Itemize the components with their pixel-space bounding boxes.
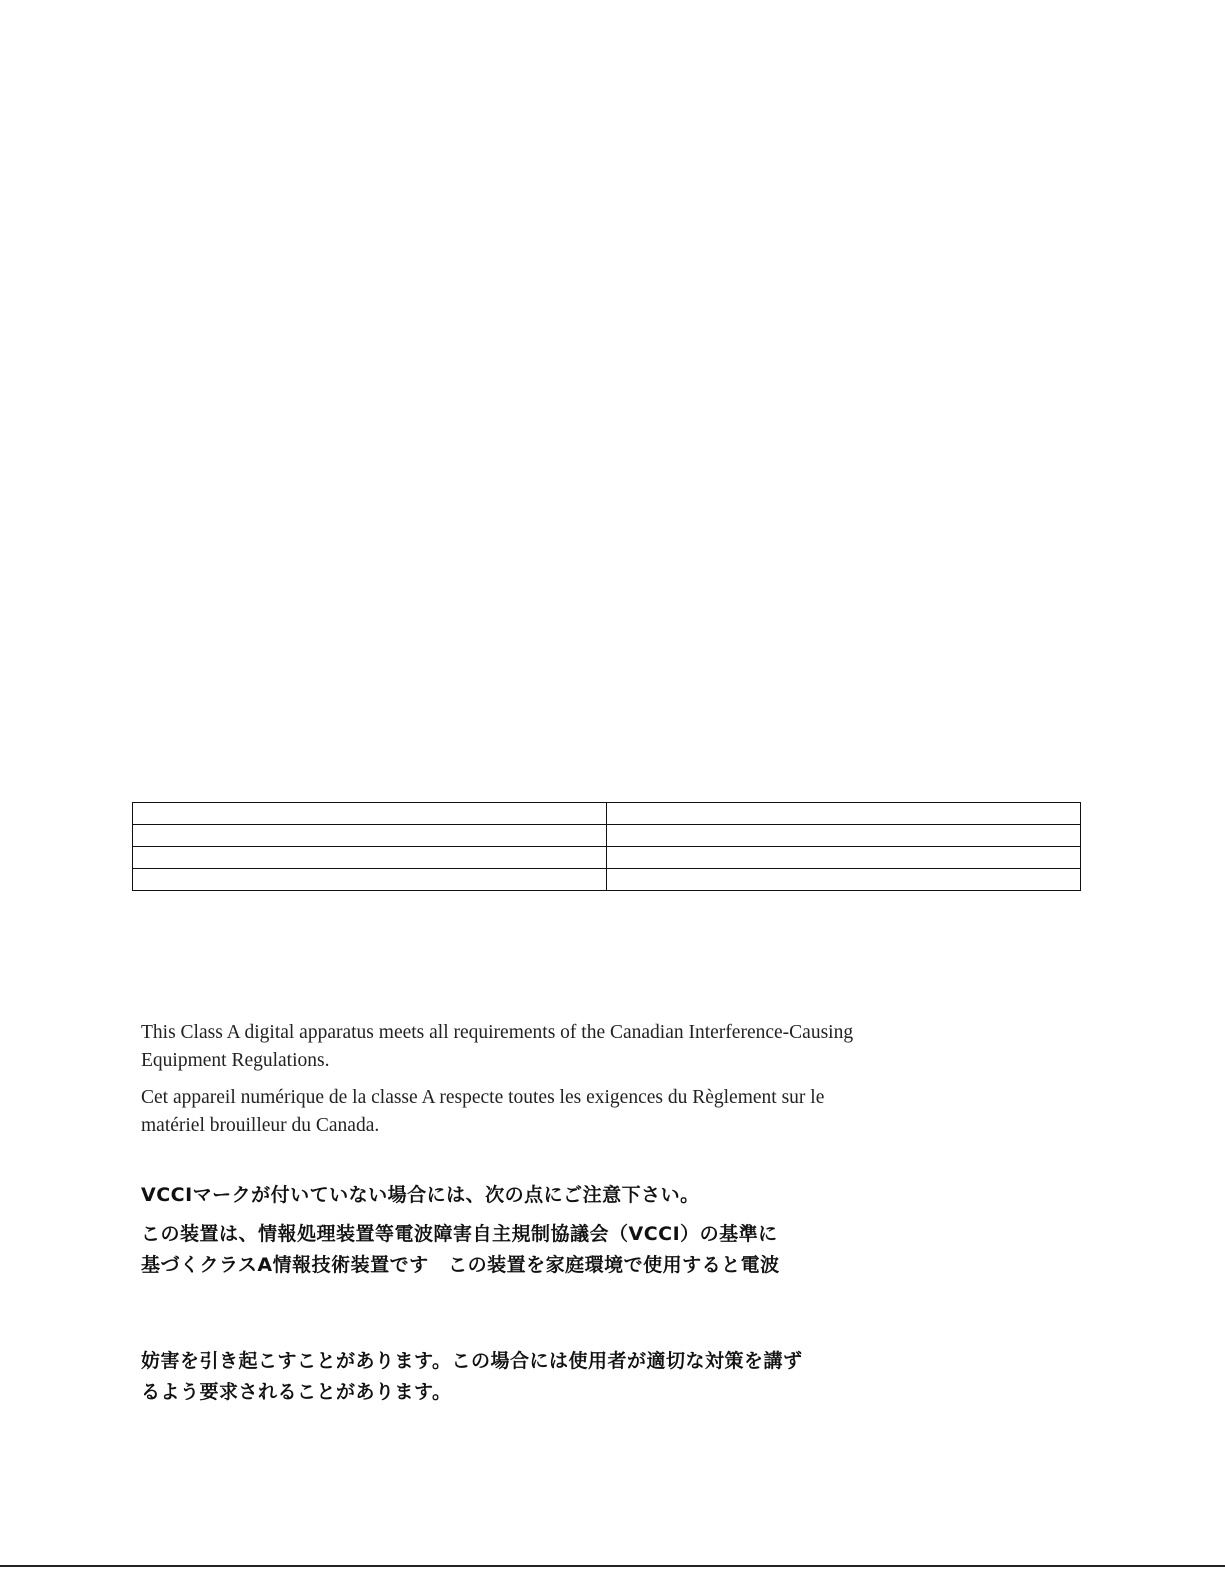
canada-english-line-1: This Class A digital apparatus meets all requirements of the Canadian Interference-Causing [141,1022,854,1043]
table-cell [607,803,1081,825]
table-row [133,847,1081,869]
table-row [133,869,1081,891]
table-row [133,803,1081,825]
canada-french-line-2: matériel brouilleur du Canada. [141,1115,380,1136]
vcci-line-1: この装置は、情報処理装置等電波障害自主規制協議会（VCCI）の基準に [141,1223,778,1245]
table-cell [133,847,607,869]
table-cell [607,847,1081,869]
table-cell [133,869,607,891]
canada-english-line-2: Equipment Regulations. [141,1050,330,1071]
vcci-line-3: 妨害を引き起こすことがあります。この場合には使用者が適切な対策を講ず [141,1350,803,1372]
table-cell [607,825,1081,847]
table-cell [607,869,1081,891]
empty-grid-table [132,802,1081,891]
table-cell [133,825,607,847]
canada-french-line-1: Cet appareil numérique de la classe A respecte toutes les exigences du Règlement sur le [141,1087,825,1108]
vcci-line-4: るよう要求されることがあります。 [141,1381,452,1403]
bottom-divider [0,1565,1225,1567]
vcci-line-2: 基づくクラスA情報技術装置です この装置を家庭環境で使用すると電波 [141,1254,780,1276]
table-cell [133,803,607,825]
vcci-heading: VCCIマークが付いていない場合には、次の点にご注意下さい。 [141,1184,700,1206]
table-row [133,825,1081,847]
